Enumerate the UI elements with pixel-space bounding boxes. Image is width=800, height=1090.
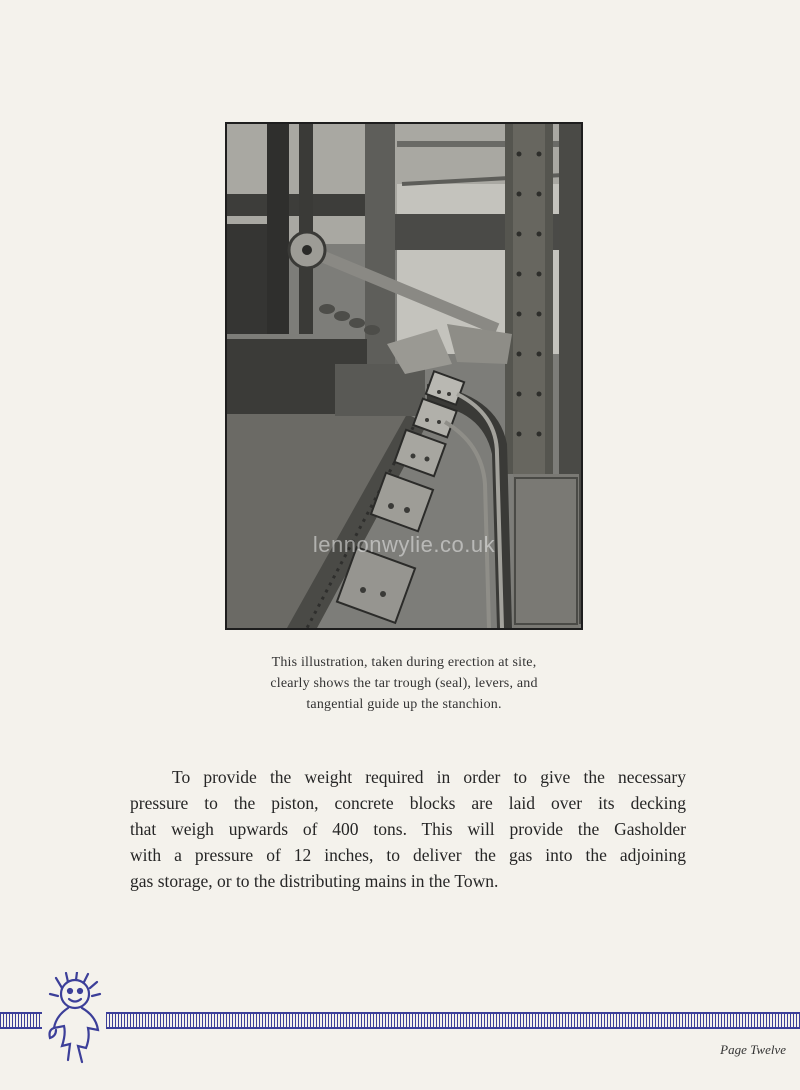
caption-line: clearly shows the tar trough (seal), levers, and [270, 676, 538, 691]
body-line: with a pressure of 12 inches, to deliver the gas into the adjoining [130, 845, 686, 865]
gasholder-photo [225, 122, 583, 630]
body-line: gas storage, or to the distributing mains in the Town. [130, 871, 499, 891]
body-line: that weigh upwards of 400 tons. This will provide the Gasholder [130, 819, 686, 839]
footer-rule-right [106, 1012, 800, 1029]
caption-line: tangential guide up the stanchion. [306, 697, 502, 712]
gas-mascot-icon [46, 972, 104, 1064]
watermark-text: lennonwylie.co.uk [312, 532, 496, 557]
body-paragraph [130, 764, 686, 894]
caption-line: This illustration, taken during erection at site, [271, 655, 537, 670]
footer-rule-left [0, 1012, 42, 1029]
page-number: Page Twelve [720, 1042, 786, 1057]
body-line: pressure to the piston, concrete blocks are laid over its decking [130, 793, 686, 813]
body-line: To provide the weight required in order to give the necessary [172, 767, 686, 787]
photo-caption [200, 652, 608, 715]
